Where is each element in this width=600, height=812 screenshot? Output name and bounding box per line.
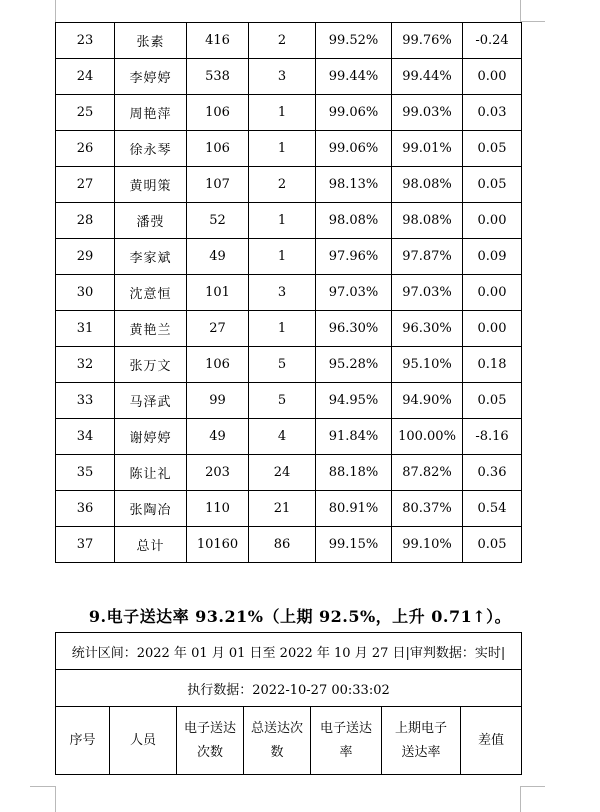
name-cell: 张陶冶 [115, 491, 187, 527]
count-cell: 1 [249, 239, 316, 275]
delivery-rate-table [55, 22, 522, 563]
diff-cell: 0.05 [463, 383, 522, 419]
diff-cell: -0.24 [463, 23, 522, 59]
rate-cell: 97.96% [316, 239, 392, 275]
name-cell: 李婷婷 [115, 59, 187, 95]
seq-cell: 30 [56, 275, 115, 311]
name-cell: 沈意恒 [115, 275, 187, 311]
seq-cell: 34 [56, 419, 115, 455]
diff-cell: 0.00 [463, 275, 522, 311]
total-count-cell: 27 [187, 311, 249, 347]
seq-cell: 26 [56, 131, 115, 167]
count-cell: 24 [249, 455, 316, 491]
delivery-rate-table-body [56, 23, 522, 563]
seq-cell: 27 [56, 167, 115, 203]
prev-rate-cell: 94.90% [392, 383, 463, 419]
count-cell: 1 [249, 311, 316, 347]
header-e-count-line1: 电子送达 [183, 720, 236, 736]
seq-cell: 25 [56, 95, 115, 131]
prev-rate-cell: 97.87% [392, 239, 463, 275]
name-cell: 黄明策 [115, 167, 187, 203]
total-count-cell: 107 [187, 167, 249, 203]
rate-cell: 94.95% [316, 383, 392, 419]
rate-cell: 80.91% [316, 491, 392, 527]
total-count-cell: 110 [187, 491, 249, 527]
header-seq: 序号 [56, 707, 110, 775]
table-row [56, 527, 522, 563]
crop-mark-top-right-vertical [520, 0, 521, 22]
header-e-rate [311, 707, 382, 775]
diff-cell: 0.09 [463, 239, 522, 275]
count-cell: 1 [249, 131, 316, 167]
header-e-count [177, 707, 244, 775]
header-e-rate-line1: 电子送达 [319, 720, 372, 736]
seq-cell: 24 [56, 59, 115, 95]
total-count-cell: 99 [187, 383, 249, 419]
total-count-cell: 101 [187, 275, 249, 311]
header-prev-rate-line2: 送达率 [401, 744, 441, 760]
name-cell: 总计 [115, 527, 187, 563]
total-count-cell: 10160 [187, 527, 249, 563]
table-row [56, 311, 522, 347]
total-count-cell: 106 [187, 347, 249, 383]
diff-cell: 0.03 [463, 95, 522, 131]
header-diff: 差值 [461, 707, 522, 775]
rate-cell: 99.06% [316, 131, 392, 167]
name-cell: 李家斌 [115, 239, 187, 275]
exec-data-cell: 执行数据：2022-10-27 00:33:02 [56, 670, 522, 707]
count-cell: 2 [249, 167, 316, 203]
count-cell: 3 [249, 59, 316, 95]
prev-rate-cell: 99.03% [392, 95, 463, 131]
seq-cell: 33 [56, 383, 115, 419]
prev-rate-cell: 97.03% [392, 275, 463, 311]
crop-mark-bottom-left-horizontal [30, 786, 55, 787]
prev-rate-cell: 98.08% [392, 203, 463, 239]
count-cell: 1 [249, 95, 316, 131]
table-row [56, 23, 522, 59]
name-cell: 周艳萍 [115, 95, 187, 131]
rate-cell: 88.18% [316, 455, 392, 491]
stat-range-cell: 统计区间：2022 年 01 月 01 日至 2022 年 10 月 27 日|审判数据：实时| [56, 633, 522, 670]
diff-cell: 0.00 [463, 311, 522, 347]
diff-cell: 0.05 [463, 131, 522, 167]
total-count-cell: 106 [187, 95, 249, 131]
total-count-cell: 52 [187, 203, 249, 239]
name-cell: 黄艳兰 [115, 311, 187, 347]
total-count-cell: 49 [187, 239, 249, 275]
seq-cell: 35 [56, 455, 115, 491]
seq-cell: 29 [56, 239, 115, 275]
name-cell: 马泽武 [115, 383, 187, 419]
table-row [56, 491, 522, 527]
rate-cell: 98.13% [316, 167, 392, 203]
table-row [56, 167, 522, 203]
count-cell: 3 [249, 275, 316, 311]
count-cell: 86 [249, 527, 316, 563]
table-row [56, 383, 522, 419]
prev-rate-cell: 96.30% [392, 311, 463, 347]
prev-rate-cell: 95.10% [392, 347, 463, 383]
total-count-cell: 49 [187, 419, 249, 455]
table-row [56, 347, 522, 383]
rate-cell: 97.03% [316, 275, 392, 311]
name-cell: 潘弢 [115, 203, 187, 239]
table-row [56, 455, 522, 491]
prev-rate-cell: 100.00% [392, 419, 463, 455]
table-row [56, 131, 522, 167]
crop-mark-bottom-right-vertical [520, 786, 521, 812]
diff-cell: 0.05 [463, 527, 522, 563]
total-count-cell: 538 [187, 59, 249, 95]
header-prev-rate [382, 707, 461, 775]
prev-rate-cell: 99.01% [392, 131, 463, 167]
name-cell: 张万文 [115, 347, 187, 383]
name-cell: 张素 [115, 23, 187, 59]
seq-cell: 31 [56, 311, 115, 347]
table-row [56, 203, 522, 239]
prev-rate-cell: 99.76% [392, 23, 463, 59]
total-count-cell: 106 [187, 131, 249, 167]
seq-cell: 32 [56, 347, 115, 383]
header-person: 人员 [110, 707, 177, 775]
electronic-delivery-table [55, 632, 522, 775]
table-row [56, 419, 522, 455]
prev-rate-cell: 99.10% [392, 527, 463, 563]
diff-cell: 0.54 [463, 491, 522, 527]
count-cell: 1 [249, 203, 316, 239]
diff-cell: 0.00 [463, 59, 522, 95]
name-cell: 徐永琴 [115, 131, 187, 167]
header-e-rate-line2: 率 [339, 744, 353, 760]
rate-cell: 99.44% [316, 59, 392, 95]
table-row [56, 95, 522, 131]
prev-rate-cell: 98.08% [392, 167, 463, 203]
crop-mark-bottom-right-horizontal [521, 786, 545, 787]
header-total-line2: 数 [270, 744, 284, 760]
rate-cell: 99.06% [316, 95, 392, 131]
header-total [244, 707, 311, 775]
count-cell: 4 [249, 419, 316, 455]
count-cell: 5 [249, 347, 316, 383]
diff-cell: 0.00 [463, 203, 522, 239]
table-row [56, 275, 522, 311]
name-cell: 陈让礼 [115, 455, 187, 491]
seq-cell: 37 [56, 527, 115, 563]
header-total-line1: 总送达次 [250, 720, 303, 736]
rate-cell: 95.28% [316, 347, 392, 383]
section-9-heading: 9.电子送达率 93.21%（上期 92.5%，上升 0.71↑）。 [88, 607, 512, 626]
rate-cell: 91.84% [316, 419, 392, 455]
prev-rate-cell: 99.44% [392, 59, 463, 95]
table-row [56, 239, 522, 275]
count-cell: 21 [249, 491, 316, 527]
rate-cell: 98.08% [316, 203, 392, 239]
count-cell: 2 [249, 23, 316, 59]
diff-cell: 0.36 [463, 455, 522, 491]
header-e-count-line2: 次数 [196, 744, 223, 760]
header-prev-rate-line1: 上期电子 [394, 720, 447, 736]
table-row [56, 59, 522, 95]
diff-cell: -8.16 [463, 419, 522, 455]
crop-mark-bottom-left-vertical [55, 786, 56, 812]
prev-rate-cell: 87.82% [392, 455, 463, 491]
crop-mark-top-left-vertical [55, 0, 56, 22]
name-cell: 谢婷婷 [115, 419, 187, 455]
rate-cell: 96.30% [316, 311, 392, 347]
total-count-cell: 203 [187, 455, 249, 491]
total-count-cell: 416 [187, 23, 249, 59]
prev-rate-cell: 80.37% [392, 491, 463, 527]
seq-cell: 36 [56, 491, 115, 527]
diff-cell: 0.05 [463, 167, 522, 203]
crop-mark-top-right-horizontal [521, 21, 545, 22]
rate-cell: 99.52% [316, 23, 392, 59]
rate-cell: 99.15% [316, 527, 392, 563]
seq-cell: 28 [56, 203, 115, 239]
count-cell: 5 [249, 383, 316, 419]
seq-cell: 23 [56, 23, 115, 59]
diff-cell: 0.18 [463, 347, 522, 383]
